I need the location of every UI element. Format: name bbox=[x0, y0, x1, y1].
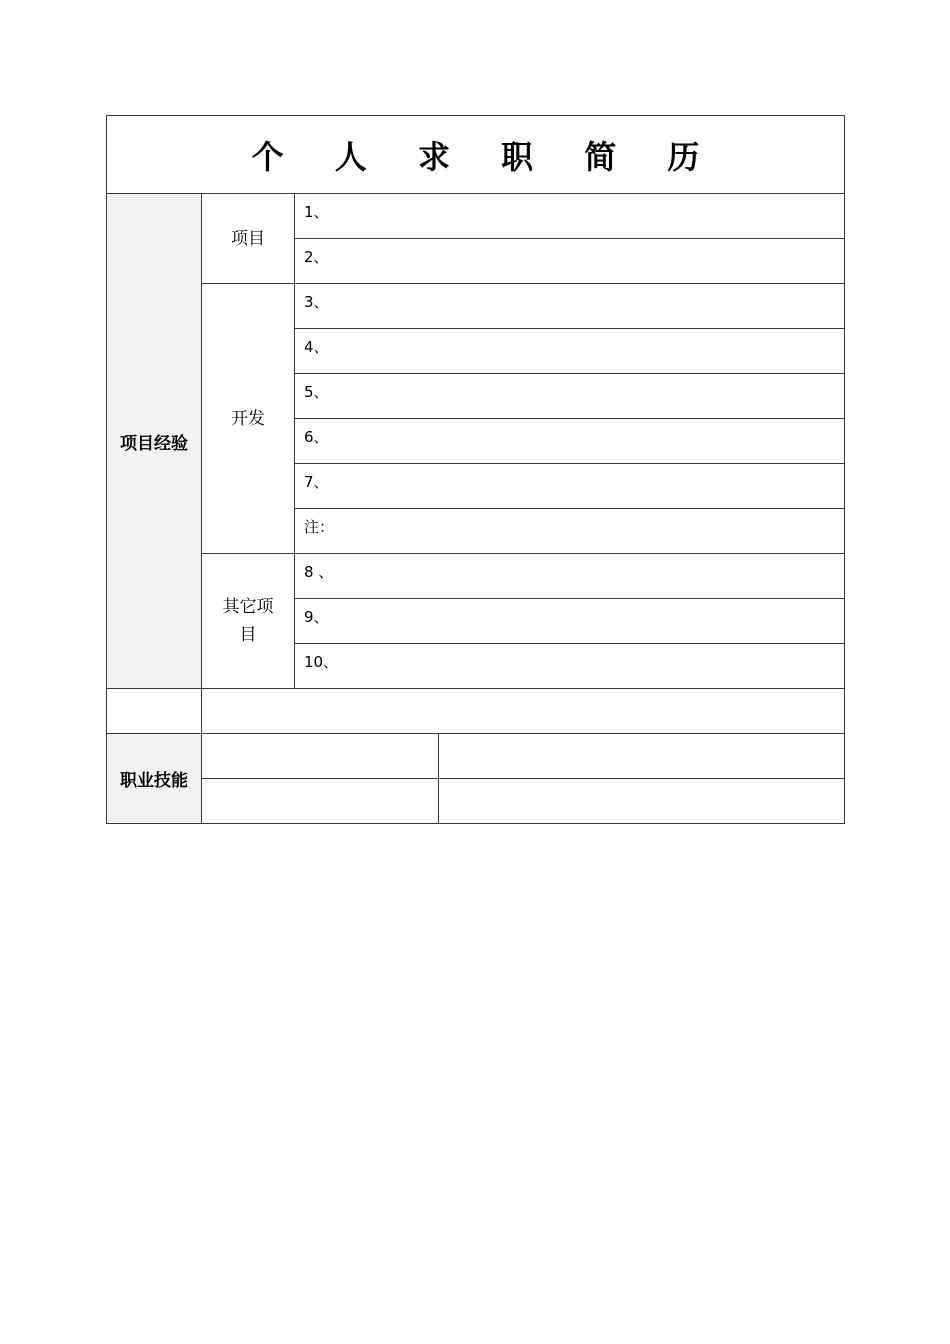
list-item[interactable]: 10、 bbox=[295, 644, 845, 689]
skills-label: 职业技能 bbox=[107, 734, 202, 824]
list-item[interactable]: 7、 bbox=[295, 464, 845, 509]
skill-cell[interactable] bbox=[202, 779, 439, 824]
list-item[interactable]: 8 、 bbox=[295, 554, 845, 599]
skill-cell[interactable] bbox=[439, 734, 845, 779]
group-label-project: 项目 bbox=[202, 194, 295, 284]
group-label-other-projects: 其它项目 bbox=[202, 554, 295, 689]
list-item[interactable]: 1、 bbox=[295, 194, 845, 239]
list-item[interactable]: 5、 bbox=[295, 374, 845, 419]
list-item[interactable]: 9、 bbox=[295, 599, 845, 644]
blank-label-cell bbox=[107, 689, 202, 734]
group-label-development: 开发 bbox=[202, 284, 295, 554]
list-item-note[interactable]: 注： bbox=[295, 509, 845, 554]
resume-table bbox=[106, 115, 845, 824]
skill-cell[interactable] bbox=[202, 734, 439, 779]
list-item[interactable]: 3、 bbox=[295, 284, 845, 329]
list-item[interactable]: 4、 bbox=[295, 329, 845, 374]
project-experience-label: 项目经验 bbox=[107, 194, 202, 689]
list-item[interactable]: 6、 bbox=[295, 419, 845, 464]
resume-title: 个 人 求 职 简 历 bbox=[107, 116, 845, 194]
skill-cell[interactable] bbox=[439, 779, 845, 824]
list-item[interactable]: 2、 bbox=[295, 239, 845, 284]
blank-content-cell[interactable] bbox=[202, 689, 845, 734]
